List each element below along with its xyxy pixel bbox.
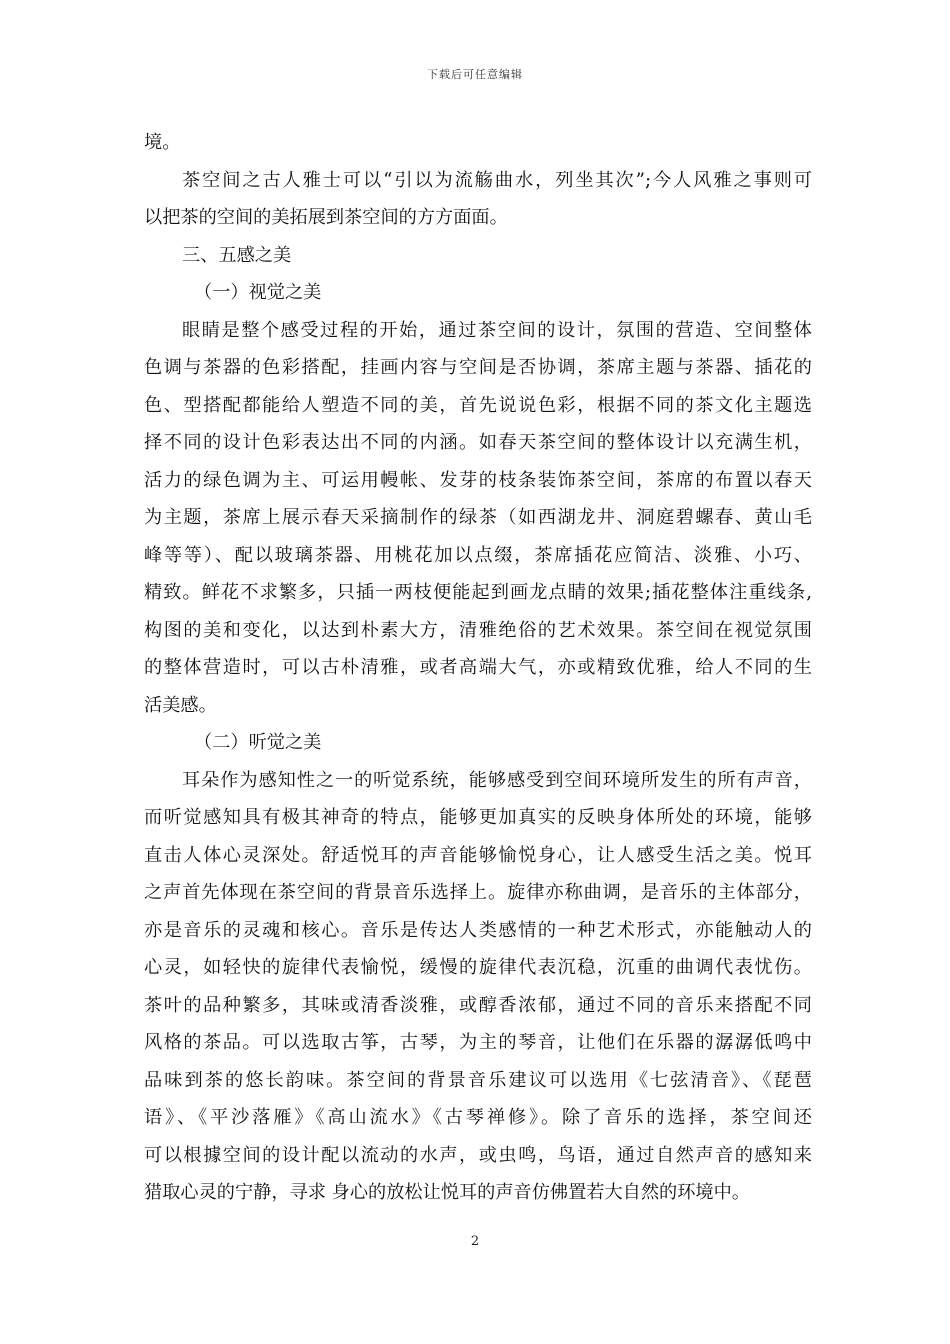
- subsection-heading-visual: （一）视觉之美: [194, 282, 322, 303]
- text-line: 峰等等）、配以玻璃茶器、用桃花加以点缀，茶席插花应简洁、淡雅、小巧、: [144, 544, 812, 566]
- text-line: 茶空间之古人雅士可以“引以为流觞曲水，列坐其次”;今人风雅之事则可: [182, 169, 812, 191]
- subsection-heading-auditory: （二）听觉之美: [194, 732, 322, 753]
- text-line: 色调与茶器的色彩搭配，挂画内容与空间是否协调，茶席主题与茶器、插花的: [144, 357, 812, 378]
- text-line: 耳朵作为感知性之一的听觉系统，能够感受到空间环境所发生的所有声音，: [182, 769, 812, 791]
- text-line: 直击人体心灵深处。舒适悦耳的声音能够愉悦身心，让人感受生活之美。悦耳: [144, 844, 812, 866]
- text-line: 色、型搭配都能给人塑造不同的美，首先说说色彩，根据不同的茶文化主题选: [144, 394, 812, 416]
- text-line: 活美感。: [144, 694, 217, 716]
- text-line: 风格的茶品。可以选取古筝，古琴，为主的琴音，让他们在乐器的潺潺低鸣中: [144, 1032, 812, 1053]
- section-heading: 三、五感之美: [182, 244, 292, 266]
- text-line: 的整体营造时，可以古朴清雅，或者高端大气，亦或精致优雅，给人不同的生: [144, 657, 812, 678]
- text-line: 语》、《平沙落雁》《高山流水》《古琴禅修》。除了音乐的选择，茶空间还: [144, 1107, 812, 1128]
- text-line: 眼睛是整个感受过程的开始，通过茶空间的设计，氛围的营造、空间整体: [182, 319, 812, 341]
- text-line: 构图的美和变化，以达到朴素大方，清雅绝俗的艺术效果。茶空间在视觉氛围: [144, 619, 812, 641]
- text-line: 择不同的设计色彩表达出不同的内涵。如春天茶空间的整体设计以充满生机，: [144, 432, 812, 453]
- text-line: 猎取心灵的宁静，寻求 身心的放松让悦耳的声音仿佛置若大自然的环境中。: [144, 1182, 750, 1203]
- document-body: [144, 124, 812, 1212]
- text-line: 心灵，如轻快的旋律代表愉悦，缓慢的旋律代表沉稳，沉重的曲调代表忧伤。: [144, 957, 812, 978]
- text-line: 品味到茶的悠长韵味。茶空间的背景音乐建议可以选用《七弦清音》、《琵琶: [144, 1069, 812, 1091]
- text-line: 而听觉感知具有极其神奇的特点，能够更加真实的反映身体所处的环境，能够: [144, 807, 812, 828]
- text-line: 为主题，茶席上展示春天采摘制作的绿茶（如西湖龙井、洞庭碧螺春、黄山毛: [144, 507, 812, 528]
- page-number: 2: [470, 1234, 480, 1249]
- page-header: 下载后可任意编辑: [427, 68, 523, 81]
- text-line: 可以根據空间的设计配以流动的水声，或虫鸣，鸟语，通过自然声音的感知来: [144, 1144, 812, 1166]
- text-line: 以把茶的空间的美拓展到茶空间的方方面面。: [144, 207, 508, 228]
- text-line: 茶叶的品种繁多，其味或清香淡雅，或醇香浓郁，通过不同的音乐来搭配不同: [144, 994, 812, 1016]
- text-line: 境。: [144, 132, 181, 153]
- text-line: 精致。鲜花不求繁多，只插一两枝便能起到画龙点睛的效果;插花整体注重线条,: [144, 582, 812, 603]
- text-line: 亦是音乐的灵魂和核心。音乐是传达人类感情的一种艺术形式，亦能触动人的: [144, 919, 812, 941]
- text-line: 活力的绿色调为主、可运用幔帐、发芽的枝条装饰茶空间，茶席的布置以春天: [144, 469, 812, 491]
- text-line: 之声首先体现在茶空间的背景音乐选择上。旋律亦称曲调，是音乐的主体部分，: [144, 882, 812, 903]
